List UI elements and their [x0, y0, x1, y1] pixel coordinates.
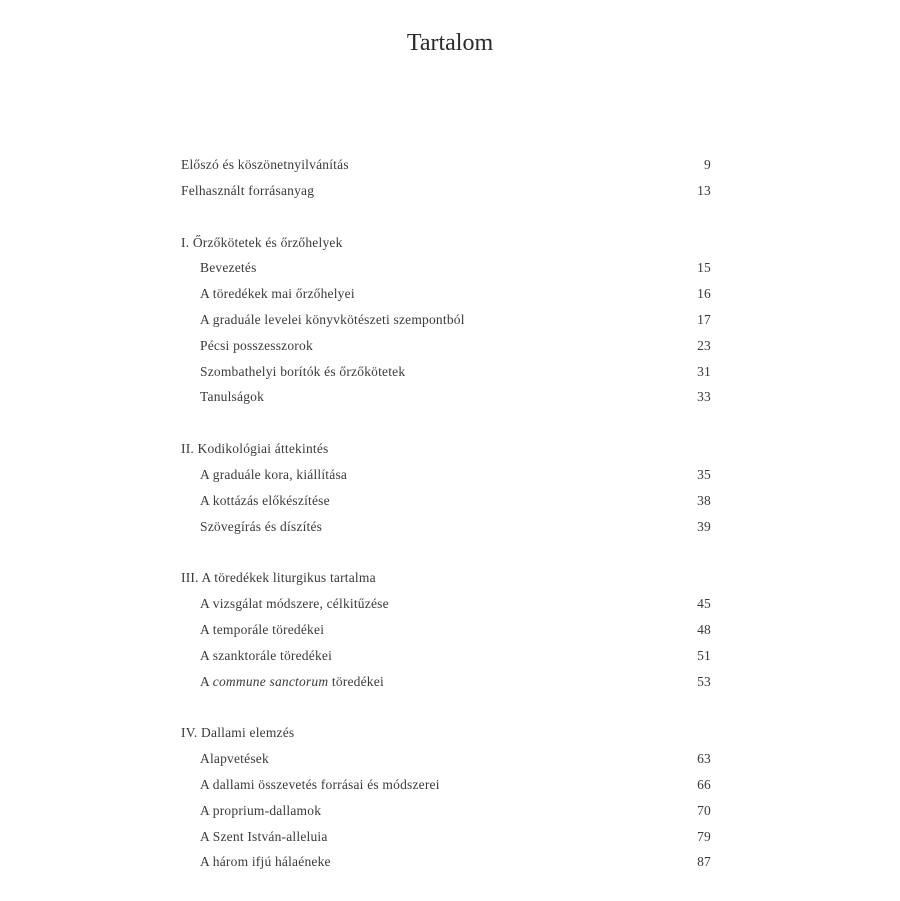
toc-entry	[181, 565, 711, 591]
toc-page-number: 51	[697, 647, 711, 663]
toc-page-number: 35	[697, 466, 711, 482]
toc-entry	[181, 178, 711, 204]
toc-page-number: 31	[697, 363, 711, 379]
toc-entry	[181, 720, 711, 746]
toc-entry-label: A proprium-dallamok	[200, 802, 322, 818]
toc-entry	[181, 230, 711, 256]
toc-subentry	[181, 824, 711, 850]
toc-subentry	[181, 617, 711, 643]
toc-entry-label: Pécsi posszesszorok	[200, 337, 313, 353]
toc-entry-label: Alapvetések	[200, 751, 269, 767]
toc-page-number: 38	[697, 492, 711, 508]
toc-entry-label: III. A töredékek liturgikus tartalma	[181, 570, 376, 586]
toc-page-number: 15	[697, 260, 711, 276]
toc-page-number: 17	[697, 311, 711, 327]
toc-subentry	[181, 307, 711, 333]
toc-entry-label-italic: commune sanctorum	[212, 673, 329, 689]
toc-entry	[181, 152, 711, 178]
toc-entry-label-part: A	[200, 673, 213, 689]
toc-entry	[181, 436, 711, 462]
page-title: Tartalom	[406, 30, 494, 56]
toc-entry-label: II. Kodikológiai áttekintés	[181, 441, 329, 457]
toc-page-number: 33	[697, 389, 711, 405]
toc-subentry	[181, 488, 711, 514]
table-of-contents	[181, 152, 711, 901]
toc-entry-label: A három ifjú hálaéneke	[200, 854, 331, 870]
toc-subentry	[181, 514, 711, 540]
toc-subentry	[181, 384, 711, 410]
toc-entry-label: A graduále kora, kiállítása	[200, 466, 348, 482]
toc-page-number: 39	[697, 518, 711, 534]
toc-section	[181, 565, 711, 694]
toc-section	[181, 152, 711, 204]
toc-page-number: 87	[697, 854, 711, 870]
toc-entry-label: Szombathelyi borítók és őrzőkötetek	[200, 363, 406, 379]
toc-subentry	[181, 359, 711, 385]
toc-entry-label: A Szent István-alleluia	[200, 828, 328, 844]
toc-entry-label: A temporále töredékei	[200, 621, 325, 637]
toc-entry-label: A szanktorále töredékei	[200, 647, 333, 663]
toc-page-number: 48	[697, 621, 711, 637]
toc-entry-label: Bevezetés	[200, 260, 257, 276]
toc-entry-label: A töredékek mai őrzőhelyei	[200, 286, 355, 302]
toc-subentry	[181, 669, 711, 695]
toc-entry-label: Felhasznált forrásanyag	[181, 182, 315, 198]
toc-subentry	[181, 333, 711, 359]
toc-subentry	[181, 772, 711, 798]
toc-page-number: 9	[704, 157, 711, 172]
toc-page-number: 70	[697, 802, 711, 818]
toc-page-number: 53	[697, 673, 711, 689]
toc-page-number: 13	[697, 182, 711, 198]
toc-entry-label-part: töredékei	[328, 673, 384, 689]
toc-entry-label: A vizsgálat módszere, célkitűzése	[200, 596, 389, 612]
toc-subentry	[181, 746, 711, 772]
toc-entry-label	[181, 669, 384, 695]
toc-subentry	[181, 643, 711, 669]
toc-subentry	[181, 255, 711, 281]
toc-entry-label: IV. Dallami elemzés	[181, 725, 295, 741]
toc-entry-label: A dallami összevetés forrásai és módszerei	[200, 776, 440, 792]
toc-page-number: 23	[697, 337, 711, 353]
toc-page-number: 66	[697, 776, 711, 792]
toc-section	[181, 720, 711, 875]
toc-entry-label: Tanulságok	[200, 389, 265, 405]
toc-section	[181, 230, 711, 411]
toc-subentry	[181, 798, 711, 824]
toc-subentry	[181, 591, 711, 617]
toc-entry-label: A kottázás előkészítése	[200, 492, 330, 508]
toc-entry-label: Előszó és köszönetnyilvánítás	[181, 157, 349, 172]
toc-entry-label: Szövegírás és díszítés	[200, 518, 323, 534]
toc-entry-label: I. Őrzőkötetek és őrzőhelyek	[181, 234, 343, 250]
toc-section	[181, 436, 711, 539]
toc-subentry	[181, 849, 711, 875]
toc-entry-label: A graduále levelei könyvkötészeti szempontból	[200, 311, 465, 327]
toc-subentry	[181, 462, 711, 488]
toc-page-number: 16	[697, 286, 711, 302]
toc-subentry	[181, 281, 711, 307]
toc-page-number: 45	[697, 596, 711, 612]
toc-page-number: 63	[697, 751, 711, 767]
toc-page-number: 79	[697, 828, 711, 844]
